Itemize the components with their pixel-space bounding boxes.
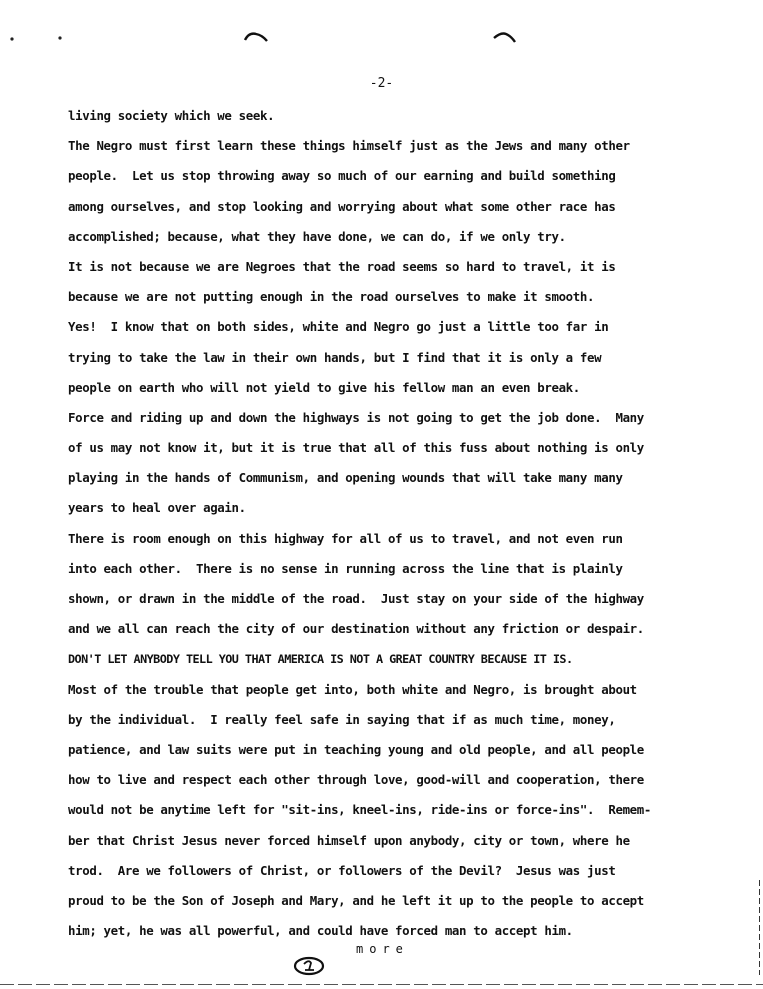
- text-line: ber that Christ Jesus never forced himself upon anybody, city or town, where he: [68, 832, 630, 848]
- text-line: among ourselves, and stop looking and worrying about what some other race has: [68, 198, 616, 214]
- text-line: of us may not know it, but it is true that all of this fuss about nothing is only: [68, 440, 644, 456]
- text-line: would not be anytime left for "sit-ins, kneel-ins, ride-ins or force-ins". Remem-: [68, 802, 652, 818]
- circled-page-mark-icon: [292, 955, 326, 977]
- text-line: into each other. There is no sense in running across the line that is plainly: [68, 560, 623, 576]
- text-line: Yes! I know that on both sides, white and Negro go just a little too far in: [68, 319, 609, 335]
- text-line: There is room enough on this highway for all of us to travel, and not even run: [68, 530, 623, 546]
- punch-mark-left: [8, 30, 68, 50]
- page-number: -2-: [369, 76, 394, 91]
- text-line: playing in the hands of Communism, and opening wounds that will take many many: [68, 470, 623, 486]
- text-line: proud to be the Son of Joseph and Mary, and he left it up to the people to accept: [68, 892, 644, 908]
- text-line: and we all can reach the city of our destination without any friction or despair.: [68, 621, 644, 637]
- staple-mark-right: [492, 30, 518, 44]
- text-line: living society which we seek.: [68, 108, 275, 123]
- text-line: trod. Are we followers of Christ, or followers of the Devil? Jesus was just: [68, 862, 616, 878]
- scan-edge-mark: [759, 880, 760, 975]
- text-line: because we are not putting enough in the road ourselves to make it smooth.: [68, 289, 595, 305]
- text-line: accomplished; because, what they have done, we can do, if we only try.: [68, 228, 566, 244]
- text-line: people on earth who will not yield to give his fellow man an even break.: [68, 379, 580, 395]
- text-line: years to heal over again.: [68, 500, 246, 516]
- staple-mark-left: [243, 30, 269, 44]
- text-line: how to live and respect each other through love, good-will and cooperation, there: [68, 772, 644, 788]
- text-line: shown, or drawn in the middle of the road. Just stay on your side of the highway: [68, 591, 644, 606]
- text-line: him; yet, he was all powerful, and could have forced man to accept him.: [68, 923, 573, 939]
- text-line: trying to take the law in their own hands, but I find that it is only a few: [68, 349, 602, 365]
- text-line: by the individual. I really feel safe in saying that if as much time, money,: [68, 711, 616, 727]
- text-line: It is not because we are Negroes that the road seems so hard to travel, it is: [68, 258, 616, 274]
- text-line: The Negro must first learn these things himself just as the Jews and many other: [68, 138, 630, 154]
- text-line: patience, and law suits were put in teaching young and old people, and all people: [68, 741, 644, 757]
- scan-bottom-rule: [0, 984, 763, 985]
- continuation-more-label: more: [356, 942, 409, 956]
- letter-body: [68, 101, 698, 946]
- emphasis-line: DON'T LET ANYBODY TELL YOU THAT AMERICA IS NOT A GREAT COUNTRY BECAUSE IT IS.: [68, 652, 573, 667]
- text-line: people. Let us stop throwing away so much of our earning and build something: [68, 168, 616, 184]
- text-line: Most of the trouble that people get into, both white and Negro, is brought about: [68, 681, 637, 697]
- text-line: Force and riding up and down the highways is not going to get the job done. Many: [68, 409, 644, 425]
